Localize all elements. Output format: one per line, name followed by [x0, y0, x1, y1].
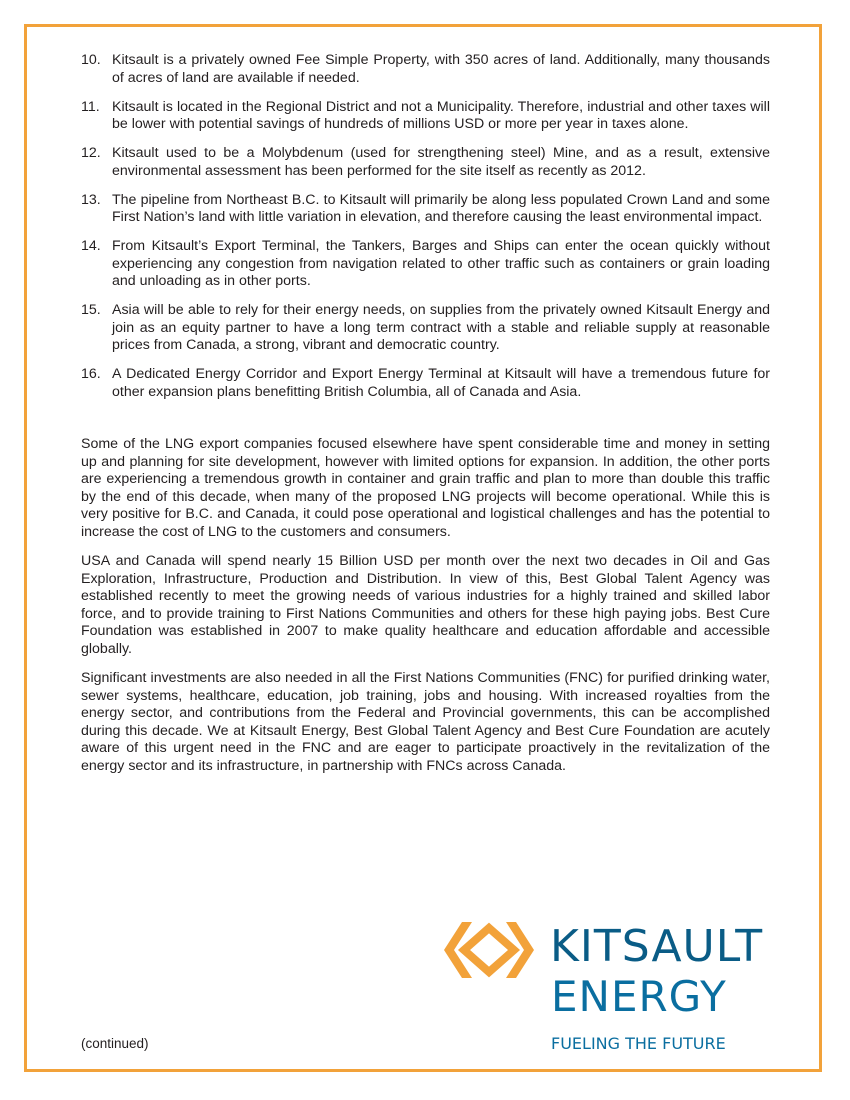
body-paragraphs — [81, 436, 770, 775]
list-item-text: Asia will be able to rely for their energy needs, on supplies from the privately owned Kitsault Energy and join as an equity partner to have a long term contract with a stable and reliable supply at reasonable prices from Canada, a strong, vibrant and democratic country. — [112, 302, 770, 353]
list-item-number: 14. — [81, 238, 101, 254]
list-item-number: 16. — [81, 366, 101, 382]
kitsault-energy-logo — [440, 920, 780, 1060]
list-item — [81, 192, 770, 227]
list-item — [81, 366, 770, 401]
logo-wordmark-energy: ENERGY — [551, 972, 727, 1021]
paragraph: USA and Canada will spend nearly 15 Billion USD per month over the next two decades in Oil and Gas Exploration, Infrastructure, Production and Distribution. In view of this, Best Global Talent Agency was established recently to meet the growing needs of various industries for a highly trained and skilled labor force, and to provide training to First Nations Communities and others for these high paying jobs. Best Cure Foundation was established in 2007 to make quality healthcare and education affordable and accessible globally. — [81, 553, 770, 657]
paragraph: Significant investments are also needed in all the First Nations Communities (FNC) for purified drinking water, sewer systems, healthcare, education, job training, jobs and housing. With increased royalties from the energy sector, and contributions from the Federal and Provincial governments, this can be accomplished during this decade. We at Kitsault Energy, Best Global Talent Agency and Best Cure Foundation are acutely aware of this urgent need in the FNC and are eager to participate proactively in the revitalization of the energy sector and its infrastructure, in partnership with FNCs across Canada. — [81, 670, 770, 774]
paragraph: Some of the LNG export companies focused elsewhere have spent considerable time and money in setting up and planning for site development, however with limited options for expansion. In addition, the other ports are experiencing a tremendous growth in container and grain traffic and plan to more than double this traffic by the end of this decade, when many of the proposed LNG projects will become operational. While this is very positive for B.C. and Canada, it could pose operational and logistical challenges and has the potential to increase the cost of LNG to the customers and consumers. — [81, 436, 770, 540]
diamond-logo-icon — [442, 920, 536, 980]
list-item — [81, 238, 770, 291]
list-item-text: A Dedicated Energy Corridor and Export Energy Terminal at Kitsault will have a tremendous future for other expansion plans benefitting British Columbia, all of Canada and Asia. — [112, 366, 770, 400]
numbered-list — [81, 52, 770, 401]
list-item-text: Kitsault used to be a Molybdenum (used for strengthening steel) Mine, and as a result, extensive environmental assessment has been performed for the site itself as recently as 2012. — [112, 145, 770, 179]
list-item-text: Kitsault is a privately owned Fee Simple Property, with 350 acres of land. Additionally, many thousands of acres of land are available if needed. — [112, 52, 770, 86]
list-item — [81, 145, 770, 180]
list-item-text: The pipeline from Northeast B.C. to Kitsault will primarily be along less populated Crown Land and some First Nation’s land with little variation in elevation, and therefore causing the least environmental impact. — [112, 191, 770, 225]
list-item-number: 15. — [81, 302, 101, 318]
logo-wordmark-kitsault: KITSAULT — [550, 921, 764, 972]
logo-tagline: FUELING THE FUTURE — [551, 1034, 726, 1053]
list-item-number: 11. — [81, 98, 100, 115]
document-body — [81, 52, 770, 787]
continued-note: (continued) — [81, 1036, 149, 1051]
list-item — [81, 52, 770, 87]
list-item-number: 12. — [81, 145, 101, 161]
list-item-text: Kitsault is located in the Regional District and not a Municipality. Therefore, industrial and other taxes will be lower with potential savings of hundreds of millions USD or more per year in taxes alone. — [112, 98, 770, 132]
list-item — [81, 302, 770, 355]
list-item-number: 10. — [81, 52, 101, 68]
list-item-number: 13. — [81, 191, 101, 208]
list-item-text: From Kitsault’s Export Terminal, the Tankers, Barges and Ships can enter the ocean quickly without experiencing any congestion from navigation related to other traffic such as containers or grain loading and unloading as in other ports. — [112, 238, 770, 289]
list-item — [81, 99, 770, 134]
